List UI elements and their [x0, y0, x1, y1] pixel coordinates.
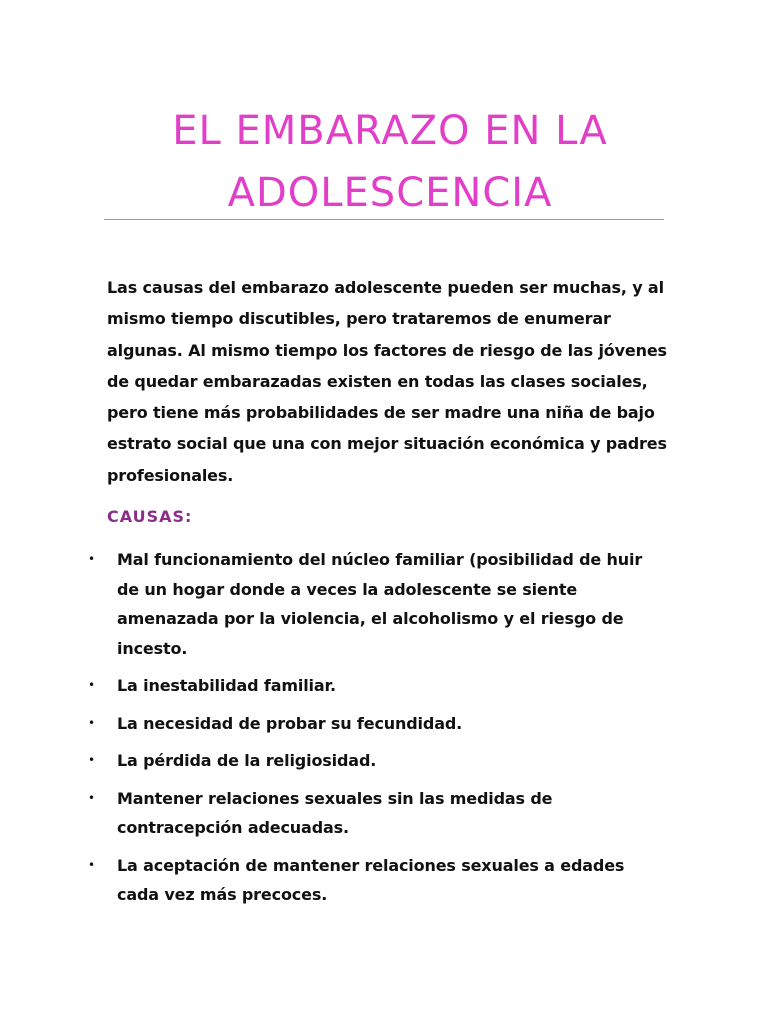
list-item [0, 784, 657, 843]
title-underline [104, 219, 664, 220]
bullet-icon: • [88, 790, 95, 805]
bullet-icon: • [88, 753, 95, 767]
intro-paragraph: Las causas del embarazo adolescente pueden ser muchas, y al mismo tiempo discutibles, pero trataremos de enumerar algunas. Al mismo tiempo los factores de riesgo de las jóvenes de quedar embarazadas existen en todas las clases sociales, pero tiene más probabilidades de ser madre una niña de bajo estrato social que una con mejor situación económica y padres profesionales. [107, 278, 667, 485]
list-item [0, 851, 657, 910]
document-title [100, 100, 680, 224]
list-item-text: La necesidad de probar su fecundidad. [117, 713, 463, 733]
list-item-text: La aceptación de mantener relaciones sexuales a edades cada vez más precoces. [117, 855, 625, 904]
list-item [0, 545, 657, 663]
list-item-text: La pérdida de la religiosidad. [117, 751, 377, 770]
bullet-icon: • [88, 552, 95, 566]
list-item [0, 709, 657, 739]
bullet-icon: • [88, 678, 95, 692]
bullet-icon: • [88, 857, 95, 872]
section-heading-causas: CAUSAS: [107, 507, 193, 526]
list-item-text: La inestabilidad familiar. [117, 676, 336, 695]
causes-list [0, 545, 768, 918]
title-line-2: ADOLESCENCIA [227, 170, 553, 216]
list-item-text: Mantener relaciones sexuales sin las medidas de contracepción adecuadas. [117, 788, 553, 837]
list-item [0, 746, 657, 776]
title-line-1: EL EMBARAZO EN LA [172, 108, 608, 154]
bullet-icon: • [88, 715, 95, 730]
list-item-text: Mal funcionamiento del núcleo familiar (posibilidad de huir de un hogar donde a veces la adolescente se siente amenazada por la violencia, el alcoholismo y el riesgo de incesto. [117, 550, 643, 658]
list-item [0, 671, 657, 701]
